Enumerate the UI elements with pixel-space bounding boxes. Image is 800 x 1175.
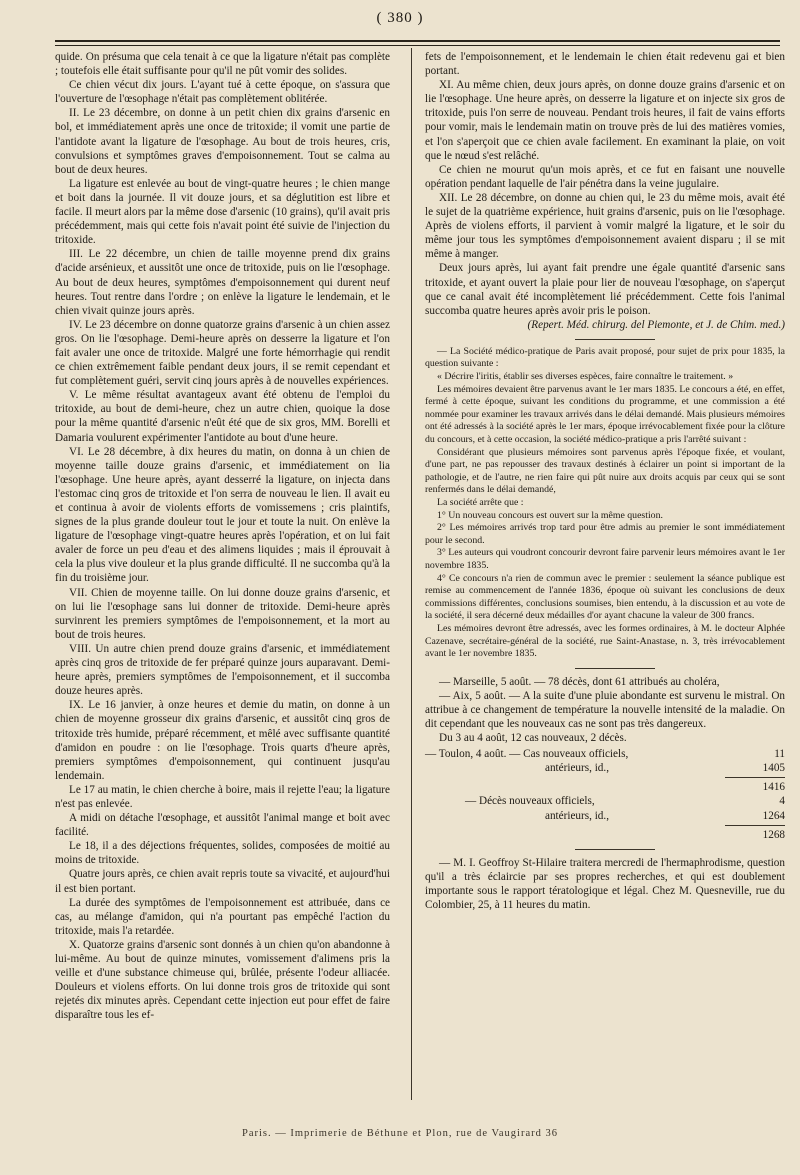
toulon-stats	[425, 747, 785, 842]
paragraph: Considérant que plusieurs mémoires sont parvenus après l'époque fixée, et voulant, d'une part, ne pas repousser des travaux destinés à éclairer un point si important de la pathologie, et de l'autre, ne rien faire qui pût nuire aux droits acquis par ceux qui se sont renfermés dans le délai demandé,	[425, 446, 785, 496]
stats-label: — Décès nouveaux officiels,	[465, 795, 595, 808]
stats-row	[425, 747, 785, 761]
article: 1° Un nouveau concours est ouvert sur la même question.	[437, 509, 663, 521]
stats-value: 11	[774, 748, 785, 761]
paragraph: VIII. Un autre chien prend douze grains d'arsenic, et immédiatement après cinq gros de tritoxide de fer préparé quinze jours auparavant. Demi-heure après, premiers symptômes de l'empoisonnement, et il succomba douze heures après.	[55, 642, 390, 698]
paragraph: IX. Le 16 janvier, à onze heures et demie du matin, on donne à un chien de moyenne grosseur dix grains d'arsenic, et aussitôt cinq gros de tritoxide très humide, préparé récemment, et mêlé avec suffisante quantité d'amidon en poudre : on lie l'œsophage. Trois quarts d'heure après, premiers symptômes d'empoisonnement, qui continuent jusqu'au lendemain.	[55, 699, 390, 782]
column-divider	[411, 48, 412, 1100]
paragraph: — Marseille, 5 août. — 78 décès, dont 61 attribués au choléra,	[439, 675, 720, 688]
stats-value: 1405	[762, 762, 785, 775]
stats-row	[425, 809, 785, 823]
paragraph: Quatre jours après, ce chien avait repris toute sa vivacité, et aujourd'hui il est bien portant.	[55, 868, 390, 895]
notice-question: « Décrire l'iritis, établir ses diverses espèces, faire connaître le traitement. »	[437, 371, 734, 383]
paragraph: Ce chien ne mourut qu'un mois après, et ce fut en faisant une nouvelle opération pendant laquelle de l'air pénétra dans la veine jugulaire.	[425, 163, 785, 190]
paragraph: III. Le 22 décembre, un chien de taille moyenne prend dix grains d'acide arsénieux, et aussitôt une once de tritoxide, puis on lie l'œsophage. Au bout de deux heures, symptômes d'empoisonnement qui durent neuf heures. Tout rentre dans l'ordre ; on enlève la ligature le lendemain, et le chien vivait quinze jours après.	[55, 248, 390, 317]
source-citation: (Repert. Méd. chirurg. del Piemonte, et J. de Chim. med.)	[527, 318, 785, 331]
paragraph: Les mémoires devront être adressés, avec les formes ordinaires, à M. le docteur Alphée Cazenave, secrétaire-général de la société, rue Saint-Anastase, n. 3, très irrévocablement avant le 1er novembre 1835.	[425, 622, 785, 660]
paragraph: La société arrête que :	[437, 497, 524, 508]
societe-notice	[425, 346, 785, 661]
stats-value: 1264	[762, 809, 785, 822]
stats-label: antérieurs, id.,	[545, 762, 609, 775]
header-rule	[55, 40, 780, 46]
paragraph: La ligature est enlevée au bout de vingt-quatre heures ; le chien mange et boit dans la journée. Il vit douze jours, et sa déglutition est libre et facile. Il meurt alors par la même dose d'arsenic (10 grains), qu'il avait pris précédemment, mais qui cette fois n'avait point été suivie de l'injection du tritoxide.	[55, 177, 390, 247]
article: 3° Les auteurs qui voudront concourir devront faire parvenir leurs mémoires avant le 1er novembre 1835.	[425, 547, 785, 571]
stats-row	[425, 761, 785, 775]
paragraph: Les mémoires devaient être parvenus avant le 1er mars 1835. Le concours a été, en effet, fermé à cette époque, suivant les conditions du programme, et une commission a été nommée pour examiner les travaux arrivés dans le délai demandé. Mais plusieurs mémoires ont été adressés à la société après le 1er mars, époque irrévocablement fixée pour la clôture du concours, et à cette occasion, la société médico-pratique a pris l'arrêté suivant :	[425, 383, 786, 446]
paragraph: Deux jours après, lui ayant fait prendre une égale quantité d'arsenic sans tritoxide, et ayant ouvert la plaie pour lier de nouveau l'œsophage, on s'aperçut que ce canal avait été incomplètement lié précédemment. Cette fois l'animal succomba quatre heures après avoir pris le poison.	[425, 262, 785, 317]
article: 2° Les mémoires arrivés trop tard pour être admis au premier le sont immédiatement pour le second.	[425, 522, 785, 546]
stats-label: — Toulon, 4 août. — Cas nouveaux officiels,	[425, 748, 629, 761]
article: 4° Ce concours n'a rien de commun avec le premier : seulement la séance publique est remise au commencement de l'année 1836, époque où suivant les conclusions de deux commissions différentes, conclusions soumises, bien entendu, à la discussion et au vote de la société, il sera décerné deux médailles d'or ayant chacune la valeur de 300 francs.	[425, 572, 785, 622]
paragraph: — Aix, 5 août. — A la suite d'une pluie abondante est survenu le mistral. On attribue à ce changement de température la nouvelle intensité de la maladie. On dit cependant que les nouveaux cas ne sont pas très dangereux.	[425, 689, 785, 730]
paragraph: XII. Le 28 décembre, on donne au chien qui, le 23 du même mois, avait été le sujet de la quatrième expérience, huit grains d'arsenic, puis on lie l'œsophage. Après de violens efforts, il parvient à vomir malgré la ligature, et le soir du même jour tous les symptômes d'empoisonnement avaient disparu ; il se mit même à manger.	[425, 191, 785, 261]
paragraph: fets de l'empoisonnement, et le lendemain le chien était redevenu gai et bien portant.	[425, 51, 785, 78]
right-column	[425, 50, 785, 912]
paragraph: Ce chien vécut dix jours. L'ayant tué à cette époque, on s'assura que l'ouverture de l'œsophage n'était pas complètement oblitérée.	[55, 79, 390, 106]
section-separator	[575, 668, 655, 669]
paragraph: XI. Au même chien, deux jours après, on donne douze grains d'arsenic et on lie l'œsophage. Une heure après, on desserre la ligature et on injecte six gros de tritoxide, puis l'on serre de nouveau. Pendant trois heures, il fait de vains efforts pour vomir, mais le lendemain matin on trouve près de lui des matières vomies, et l'on s'aperçoit que ce chien avale facilement. En examinant la plaie, on voit que le nœud s'est relâché.	[425, 79, 785, 162]
sum-rule	[725, 825, 785, 826]
paragraph: quide. On présuma que cela tenait à ce que la ligature n'était pas complète ; toutefois elle était suffisante pour qu'il ne pût vomir des solides.	[55, 51, 390, 78]
section-separator	[575, 849, 655, 850]
paragraph: X. Quatorze grains d'arsenic sont donnés à un chien qu'on abandonne à lui-même. Au bout de quinze minutes, vomissement d'alimens pris la veille et d'une substance chimeuse qui, brûlée, présente l'odeur alliacée. Douleurs et violens efforts. On lui donne trois gros de tritoxide qui sont rejetés dix minutes après. Cependant cette injection eut pour effet de faire disparaître tous les ef-	[55, 938, 390, 1022]
section-separator	[575, 339, 655, 340]
stats-sum: 1268	[762, 828, 785, 841]
stats-sum: 1416	[762, 781, 785, 794]
notice-intro: — La Société médico-pratique de Paris avait proposé, pour sujet de prix pour 1835, la question suivante :	[425, 345, 785, 370]
page-number: ( 380 )	[376, 10, 424, 26]
paragraph: La durée des symptômes de l'empoisonnement est attribuée, dans ce cas, au mélange d'amidon, qui n'a pourtant pas empêché l'action du tritoxide, mais l'a retardée.	[55, 896, 390, 937]
stats-value: 4	[779, 795, 785, 808]
paragraph: Le 18, il a des déjections fréquentes, solides, composées de moitié au moins de tritoxide.	[55, 840, 390, 867]
stats-label: antérieurs, id.,	[545, 809, 609, 822]
paragraph: A midi on détache l'œsophage, et aussitôt l'animal mange et boit avec facilité.	[55, 812, 390, 839]
cholera-report	[425, 675, 785, 842]
left-column	[55, 50, 390, 1022]
printer-footer: Paris. — Imprimerie de Béthune et Plon, rue de Vaugirard 36	[242, 1128, 558, 1139]
geoffroy-announcement: — M. I. Geoffroy St-Hilaire traitera mercredi de l'hermaphrodisme, question qu'il a très éclaircie par ses propres recherches, et qui est doublement importante sous le rapport tératologique et légal. Chez M. Quesneville, rue du Colombier, 25, à 11 heures du matin.	[425, 856, 785, 912]
stats-row	[425, 794, 785, 808]
paragraph: IV. Le 23 décembre on donne quatorze grains d'arsenic à un chien assez gros. On lie l'œsophage. Demi-heure après on desserre la ligature et l'on fait avaler une once de tritoxide. Malgré une forte hémorrhagie qui rendit ce chien extrêmement faible pendant deux jours, il se remit cependant et fut complètement guéri, servit cinq jours après à de nouvelles expériences.	[55, 318, 390, 388]
stats-total	[425, 780, 785, 794]
sum-rule	[725, 777, 785, 778]
paragraph: Le 17 au matin, le chien cherche à boire, mais il rejette l'eau; la ligature n'est pas enlevée.	[55, 783, 390, 810]
paragraph: VII. Chien de moyenne taille. On lui donne douze grains d'arsenic, et on lui lie l'œsophage sans lui donner de tritoxide. Demi-heure après survinrent les premiers symptômes de l'empoisonnement, et la mort au bout de trois heures.	[55, 586, 390, 641]
paragraph: VI. Le 28 décembre, à dix heures du matin, on donna à un chien de moyenne taille douze grains d'arsenic, et immédiatement on lia l'œsophage. Une heure après, ayant desserré la ligature, on injecta dans l'estomac cinq gros de tritoxide et l'on serra de nouveau le lien. Il avait eu et continua à avoir de violents efforts de vomissemens ; cris plaintifs, signes de la plus grande douleur tout le jour et toute la nuit. On enlève la ligature de l'œsophage vingt-quatre heures après l'opération, et on lui fait avaler de force un peu d'eau et des alimens liquides ; mais il éprouvait à cela la plus vive douleur et la plus grande difficulté. Il ne succomba qu'à la fin du troisième jour.	[55, 445, 390, 585]
paragraph: II. Le 23 décembre, on donne à un petit chien dix grains d'arsenic en bol, et immédiatement après une once de tritoxide; il vomit une partie de l'antidote avant la ligature de l'œsophage. Au bout de trois heures, cris, convulsions et symptômes graves d'empoisonnement. Tout se calma au bout de deux heures.	[55, 107, 390, 176]
paragraph: Du 3 au 4 août, 12 cas nouveaux, 2 décès.	[439, 732, 627, 745]
paragraph: V. Le même résultat avantageux avant été obtenu de l'emploi du tritoxide, au bout de demi-heure, chez un autre chien, quoique la dose pour la même quantité d'arsenic n'eût été que de six gros, MM. Borelli et Damaria voulurent expérimenter l'antidote au bout d'une heure.	[55, 389, 390, 444]
stats-total	[425, 828, 785, 842]
